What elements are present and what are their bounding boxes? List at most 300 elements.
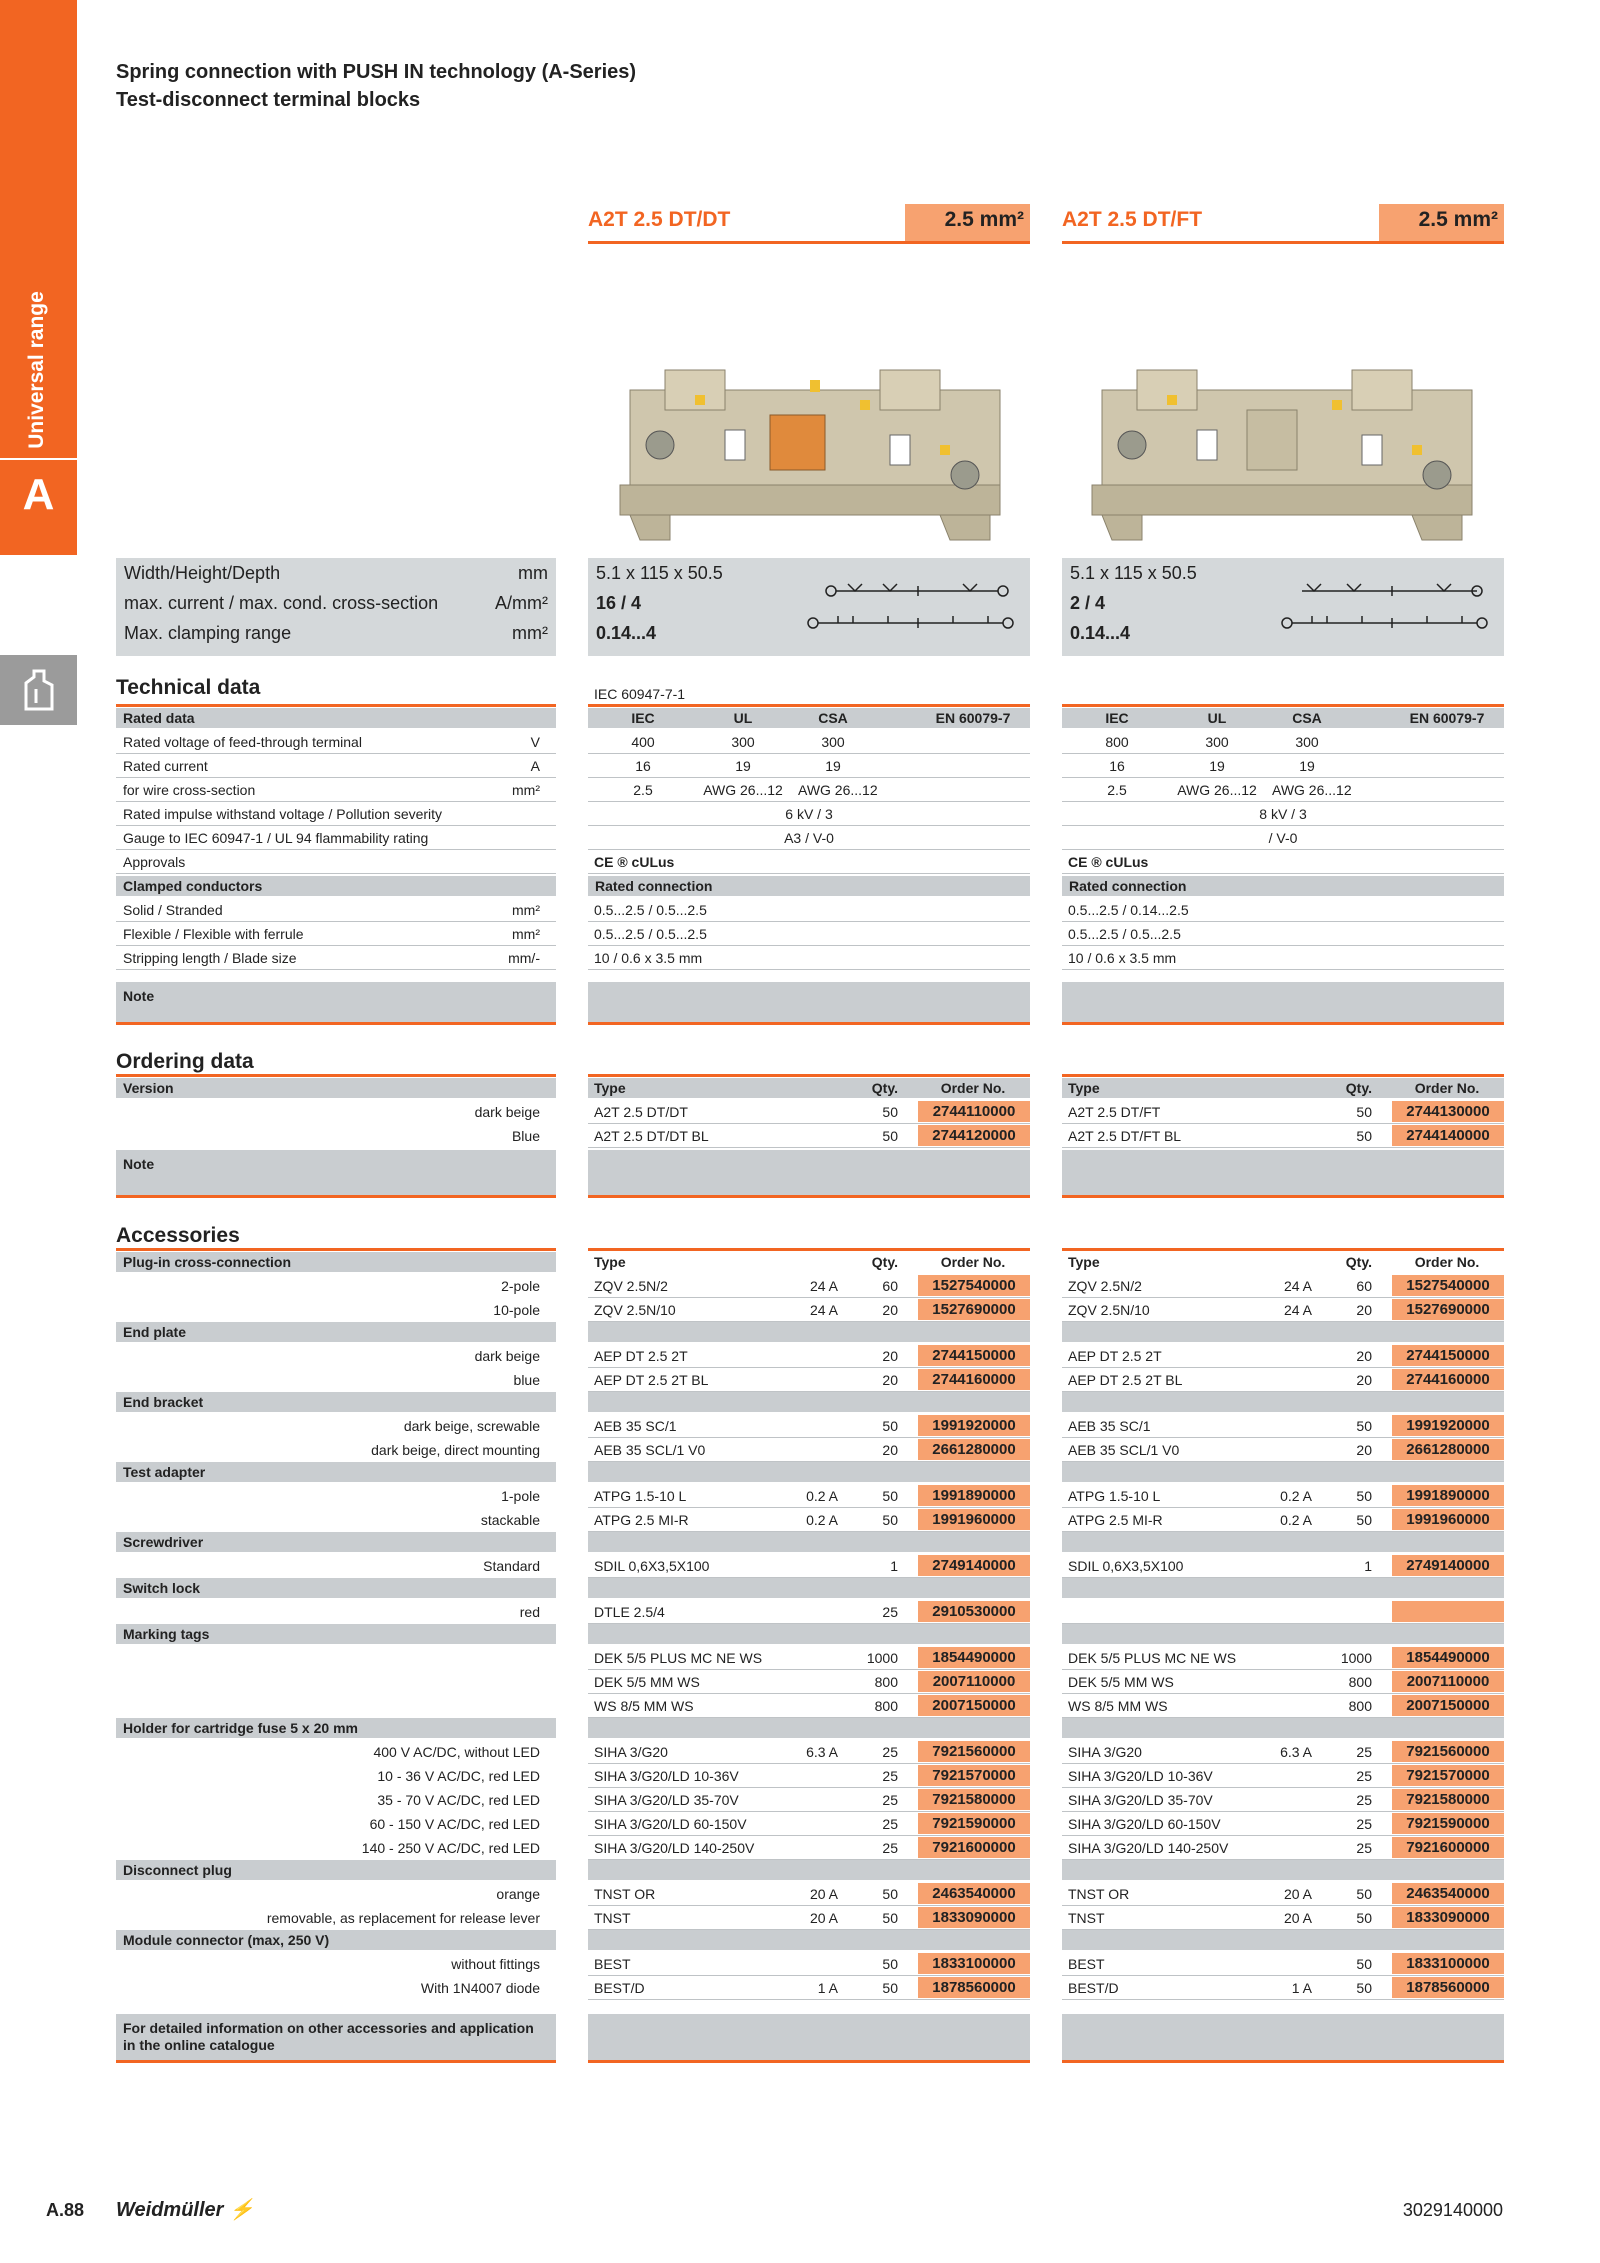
row-value [1262, 1836, 1312, 1860]
tech-value: 300 [821, 734, 845, 750]
tech-col-header: IEC [1105, 710, 1129, 726]
row-type: SIHA 3/G20/LD 35-70V [594, 1792, 739, 1808]
row-qty: 1 [890, 1558, 898, 1574]
row-qty: 50 [882, 1980, 898, 1996]
tech-row-unit [116, 802, 540, 826]
row-value: 1 A [1291, 1980, 1312, 1996]
accessory-desc: dark beige, direct mounting [371, 1442, 540, 1458]
order-number: 2744130000 [1392, 1101, 1504, 1122]
tech-value: 300 [1205, 734, 1229, 750]
row-value: 24 A [1283, 1302, 1312, 1318]
order-number: 2744150000 [1392, 1345, 1504, 1366]
col-header-type: Type [1068, 1080, 1100, 1096]
technical-data-title: Technical data [116, 676, 261, 699]
row-type: ZQV 2.5N/10 [1068, 1302, 1150, 1318]
order-number: 1833100000 [918, 1953, 1030, 1974]
row-type: A2T 2.5 DT/DT [594, 1104, 688, 1120]
tech-value: 800 [1105, 734, 1129, 750]
accessory-desc: 10-pole [493, 1302, 540, 1318]
tech-row-unit: A [530, 758, 540, 774]
spec-clamp: 0.14...4 [596, 623, 657, 643]
row-type: AEB 35 SC/1 [594, 1418, 677, 1434]
row-divider [588, 873, 1030, 874]
order-number: 2007110000 [918, 1671, 1030, 1692]
row-value [1262, 1646, 1312, 1670]
accessory-desc: 400 V AC/DC, without LED [373, 1744, 540, 1760]
accessory-spacer-bar [588, 1392, 1030, 1412]
tech-row-label: Rated voltage of feed-through terminal [123, 734, 362, 750]
row-value: 6.3 A [1280, 1744, 1312, 1760]
row-divider [1062, 873, 1504, 874]
order-number: 7921560000 [1392, 1741, 1504, 1762]
row-type: SIHA 3/G20 [594, 1744, 668, 1760]
tech-row-unit: mm² [512, 782, 540, 798]
row-type: ATPG 1.5-10 L [594, 1488, 687, 1504]
accessory-group-bar: Module connector (max, 250 V) [116, 1930, 556, 1950]
row-type: SIHA 3/G20/LD 140-250V [594, 1840, 755, 1856]
row-value [788, 1344, 838, 1368]
row-type: ZQV 2.5N/2 [594, 1278, 668, 1294]
row-value: 20 A [809, 1910, 838, 1926]
row-type: SDIL 0,6X3,5X100 [594, 1558, 710, 1574]
row-type: AEP DT 2.5 2T BL [1068, 1372, 1183, 1388]
order-number: 2744160000 [918, 1369, 1030, 1390]
row-divider [1062, 753, 1504, 754]
accessory-spacer-bar [588, 1532, 1030, 1552]
row-qty: 20 [1356, 1442, 1372, 1458]
row-value [788, 1670, 838, 1694]
accessory-desc [116, 1694, 540, 1718]
row-type: ATPG 2.5 MI-R [1068, 1512, 1163, 1528]
row-value [788, 1836, 838, 1860]
row-type: AEP DT 2.5 2T [1068, 1348, 1162, 1364]
row-qty: 25 [1356, 1840, 1372, 1856]
row-type: TNST [1068, 1910, 1105, 1926]
order-number: 1991960000 [1392, 1509, 1504, 1530]
accessory-desc: dark beige, screwable [403, 1418, 540, 1434]
row-type: DEK 5/5 PLUS MC NE WS [1068, 1650, 1237, 1666]
order-number: 1878560000 [1392, 1977, 1504, 1998]
page-title-line1: Spring connection with PUSH IN technology (A-Series) [116, 61, 637, 83]
divider [588, 1022, 1030, 1025]
row-divider [1062, 1147, 1504, 1148]
row-qty: 25 [882, 1840, 898, 1856]
tech-row-label: Rated impulse withstand voltage / Pollution severity [123, 806, 443, 822]
approval-marks-icon: CE ® cULus [1068, 854, 1149, 870]
row-type: SIHA 3/G20/LD 60-150V [594, 1816, 747, 1832]
col-header-qty: Qty. [1345, 1254, 1372, 1270]
row-qty: 50 [1356, 1128, 1372, 1144]
row-qty: 25 [1356, 1816, 1372, 1832]
divider [116, 1248, 556, 1251]
product-image-1 [610, 350, 1010, 560]
row-qty: 50 [1356, 1910, 1372, 1926]
tech-impulse: 8 kV / 3 [1259, 806, 1307, 822]
order-number: 2007150000 [918, 1695, 1030, 1716]
spec-box-product-2 [1062, 558, 1504, 656]
accessory-group-bar: Plug-in cross-connection [116, 1252, 556, 1272]
sidebar-divider [0, 458, 77, 460]
row-qty: 25 [882, 1768, 898, 1784]
row-value [1262, 1414, 1312, 1438]
row-qty: 20 [882, 1372, 898, 1388]
order-number: 7921580000 [1392, 1789, 1504, 1810]
row-value [1262, 1554, 1312, 1578]
order-number: 1878560000 [918, 1977, 1030, 1998]
row-qty: 20 [1356, 1302, 1372, 1318]
product-header-2 [1062, 204, 1504, 244]
row-qty: 50 [882, 1512, 898, 1528]
row-divider [1062, 825, 1504, 826]
row-qty: 800 [874, 1674, 898, 1690]
row-value [788, 1438, 838, 1462]
row-qty: 20 [1356, 1348, 1372, 1364]
col-header-type: Type [594, 1080, 626, 1096]
order-number: 2744150000 [918, 1345, 1030, 1366]
spec-box-product-1 [588, 558, 1030, 656]
page-number: A.88 [46, 2200, 85, 2220]
document-number: 3029140000 [1402, 2200, 1503, 2220]
tech-value: 2.5 [633, 782, 653, 798]
row-qty: 50 [1356, 1980, 1372, 1996]
row-divider [588, 969, 1030, 970]
accessory-desc: 1-pole [501, 1488, 540, 1504]
row-qty: 25 [882, 1604, 898, 1620]
row-type: BEST [594, 1956, 631, 1972]
row-qty: 1 [1364, 1558, 1372, 1574]
row-value [1262, 1694, 1312, 1718]
accessory-desc: stackable [480, 1512, 540, 1528]
row-value [788, 1952, 838, 1976]
clamped-value: 0.5...2.5 / 0.5...2.5 [1068, 926, 1181, 942]
row-divider [588, 1147, 1030, 1148]
tech-row-unit [116, 826, 540, 850]
order-number: 2661280000 [918, 1439, 1030, 1460]
spec-row: Width/Height/Depth mm [124, 563, 548, 583]
col-header-order: Order No. [940, 1080, 1006, 1096]
tech-col-header: EN 60079-7 [1409, 710, 1485, 726]
accessory-spacer-bar [1062, 1718, 1504, 1738]
clamped-row-label: Stripping length / Blade size [123, 950, 297, 966]
tech-value: AWG 26...12 [1177, 782, 1257, 798]
clamped-value: 10 / 0.6 x 3.5 mm [594, 950, 703, 966]
row-divider [116, 873, 556, 874]
row-value: 24 A [1283, 1278, 1312, 1294]
order-number: 1991920000 [1392, 1415, 1504, 1436]
row-value [1262, 1124, 1312, 1148]
row-qty: 50 [882, 1910, 898, 1926]
accessory-desc: red [519, 1604, 540, 1620]
order-number: 1527690000 [918, 1299, 1030, 1320]
accessory-desc: 35 - 70 V AC/DC, red LED [377, 1792, 540, 1808]
row-qty: 800 [1348, 1698, 1372, 1714]
clamped-row-unit: mm² [512, 926, 540, 942]
row-type: ATPG 1.5-10 L [1068, 1488, 1161, 1504]
tech-col-header: IEC [631, 710, 655, 726]
row-value: 20 A [1283, 1886, 1312, 1902]
col-header-order: Order No. [1414, 1080, 1480, 1096]
accessory-spacer-bar [588, 1462, 1030, 1482]
row-type: SIHA 3/G20/LD 140-250V [1068, 1840, 1229, 1856]
row-type: DEK 5/5 MM WS [1068, 1674, 1174, 1690]
order-number: 1991890000 [918, 1485, 1030, 1506]
row-divider [588, 849, 1030, 850]
tech-value: 19 [735, 758, 751, 774]
product-header-1 [588, 204, 1030, 244]
order-number: 2007110000 [1392, 1671, 1504, 1692]
row-divider [1062, 849, 1504, 850]
row-qty: 50 [882, 1128, 898, 1144]
tech-value: 300 [1295, 734, 1319, 750]
accessories-footer-block [1062, 2014, 1504, 2060]
standard-label: IEC 60947-7-1 [594, 686, 686, 702]
tech-value: 19 [1299, 758, 1315, 774]
clamped-row-label: Flexible / Flexible with ferrule [123, 926, 304, 942]
row-qty: 50 [1356, 1886, 1372, 1902]
row-value: 0.2 A [806, 1512, 838, 1528]
row-divider [1062, 1999, 1504, 2000]
row-value [1262, 1788, 1312, 1812]
row-qty: 50 [1356, 1104, 1372, 1120]
accessory-group-bar: Marking tags [116, 1624, 556, 1644]
clamped-value: 0.5...2.5 / 0.14...2.5 [1068, 902, 1189, 918]
spec-row: Max. clamping range mm² [124, 623, 548, 643]
row-qty: 20 [882, 1442, 898, 1458]
row-value [788, 1812, 838, 1836]
row-divider [588, 801, 1030, 802]
note-block: Note [116, 982, 556, 1022]
clamped-value: 10 / 0.6 x 3.5 mm [1068, 950, 1177, 966]
accessory-group-bar: Switch lock [116, 1578, 556, 1598]
divider [116, 1195, 556, 1198]
row-qty: 50 [1356, 1956, 1372, 1972]
product-image-2 [1082, 350, 1482, 560]
order-number: 7921580000 [918, 1789, 1030, 1810]
accessories-footer-note: For detailed information on other accessories and application in the online catalogue [116, 2014, 556, 2060]
accessory-desc: blue [513, 1372, 540, 1388]
row-type: AEB 35 SCL/1 V0 [1068, 1442, 1180, 1458]
row-value: 0.2 A [1280, 1512, 1312, 1528]
note-block [588, 982, 1030, 1022]
row-value [788, 1124, 838, 1148]
version-label: Blue [511, 1128, 540, 1144]
circuit-symbol-icon [1277, 576, 1497, 634]
row-divider [588, 753, 1030, 754]
accessory-spacer-bar [588, 1718, 1030, 1738]
note-block [588, 1150, 1030, 1195]
ordering-data-title: Ordering data [116, 1050, 254, 1073]
row-qty: 20 [882, 1302, 898, 1318]
tech-row-label: Approvals [123, 854, 186, 870]
row-qty: 800 [1348, 1674, 1372, 1690]
accessory-spacer-bar [1062, 1578, 1504, 1598]
row-value [788, 1414, 838, 1438]
accessory-desc: removable, as replacement for release lever [266, 1910, 540, 1926]
row-type: TNST OR [1068, 1886, 1130, 1902]
brand-symbol-icon: ⚡ [229, 2199, 254, 2221]
row-qty: 50 [882, 1956, 898, 1972]
tech-value: 400 [631, 734, 655, 750]
rated-connection-bar: Rated connection [1062, 876, 1504, 896]
rated-data-bar: Rated data [116, 708, 556, 728]
row-qty: 1000 [866, 1650, 898, 1666]
row-value [1262, 1344, 1312, 1368]
accessory-spacer-bar [1062, 1930, 1504, 1950]
page-title [116, 58, 636, 114]
clamped-value: 0.5...2.5 / 0.5...2.5 [594, 926, 707, 942]
order-number: 2744120000 [918, 1125, 1030, 1146]
row-value [1262, 1952, 1312, 1976]
tech-row-label: Gauge to IEC 60947-1 / UL 94 flammability rating [123, 830, 429, 846]
col-header-type: Type [594, 1254, 626, 1270]
tech-value: 19 [1209, 758, 1225, 774]
row-type: A2T 2.5 DT/DT BL [594, 1128, 709, 1144]
order-number: 1527540000 [1392, 1275, 1504, 1296]
row-value [788, 1694, 838, 1718]
note-block [1062, 1150, 1504, 1195]
rated-connection-bar: Rated connection [588, 876, 1030, 896]
accessory-spacer-bar [588, 1322, 1030, 1342]
row-divider [588, 825, 1030, 826]
spec-clamp: 0.14...4 [1070, 623, 1131, 643]
circuit-symbol-icon [803, 576, 1023, 634]
clamped-row-unit: mm/- [508, 950, 540, 966]
row-divider [1062, 969, 1504, 970]
sidebar-letter: A [22, 470, 55, 519]
row-value [788, 1764, 838, 1788]
tech-col-header: EN 60079-7 [935, 710, 1011, 726]
tech-col-header: UL [733, 710, 753, 726]
row-type: BEST/D [1068, 1980, 1119, 1996]
sidebar-section-label: Universal range [25, 291, 48, 449]
row-type: ZQV 2.5N/2 [1068, 1278, 1142, 1294]
row-type: AEP DT 2.5 2T BL [594, 1372, 709, 1388]
product-size-badge: 2.5 mm² [905, 204, 1030, 241]
spec-current: 2 / 4 [1070, 593, 1106, 613]
col-header-order: Order No. [940, 1254, 1006, 1270]
accessory-desc: 2-pole [501, 1278, 540, 1294]
accessory-spacer-bar [1062, 1322, 1504, 1342]
accessory-desc: orange [496, 1886, 540, 1902]
divider [116, 704, 556, 707]
clamped-row-unit: mm² [512, 902, 540, 918]
order-number: 2910530000 [918, 1601, 1030, 1622]
divider [116, 2060, 556, 2063]
divider [1062, 1195, 1504, 1198]
row-value: 24 A [809, 1302, 838, 1318]
accessory-spacer-bar [1062, 1392, 1504, 1412]
row-type: A2T 2.5 DT/FT [1068, 1104, 1161, 1120]
col-header-qty: Qty. [871, 1080, 898, 1096]
accessory-desc: With 1N4007 diode [420, 1980, 540, 1996]
row-divider [588, 777, 1030, 778]
row-value: 1 A [817, 1980, 838, 1996]
tech-row-label: Rated current [123, 758, 208, 774]
tech-row-unit [116, 850, 540, 874]
row-type: WS 8/5 MM WS [1068, 1698, 1168, 1714]
order-number-empty [1392, 1601, 1504, 1622]
spec-row: max. current / max. cond. cross-section A/mm² [124, 593, 548, 613]
tech-impulse: 6 kV / 3 [785, 806, 833, 822]
row-type: SIHA 3/G20/LD 60-150V [1068, 1816, 1221, 1832]
tech-value: 2.5 [1107, 782, 1127, 798]
row-type: AEP DT 2.5 2T [594, 1348, 688, 1364]
row-qty: 50 [1356, 1488, 1372, 1504]
row-value [1262, 1764, 1312, 1788]
row-value: 6.3 A [806, 1744, 838, 1760]
col-header-type: Type [1068, 1254, 1100, 1270]
product-size-badge: 2.5 mm² [1379, 204, 1504, 241]
accessory-group-bar: Holder for cartridge fuse 5 x 20 mm [116, 1718, 556, 1738]
version-label: dark beige [474, 1104, 540, 1120]
row-type: DTLE 2.5/4 [594, 1604, 665, 1620]
terminal-block-tab-icon [0, 655, 77, 725]
row-value [788, 1646, 838, 1670]
accessories-title: Accessories [116, 1224, 240, 1247]
product-name: A2T 2.5 DT/DT [588, 208, 731, 231]
col-header-order: Order No. [1414, 1254, 1480, 1270]
col-header-qty: Qty. [871, 1254, 898, 1270]
order-number: 2749140000 [918, 1555, 1030, 1576]
row-qty: 60 [882, 1278, 898, 1294]
order-number: 1854490000 [918, 1647, 1030, 1668]
row-qty: 25 [1356, 1792, 1372, 1808]
page-title-line2: Test-disconnect terminal blocks [116, 89, 421, 111]
row-type: ZQV 2.5N/10 [594, 1302, 676, 1318]
tech-row-unit: V [530, 734, 540, 750]
accessories-footer-block [588, 2014, 1030, 2060]
order-number: 7921590000 [1392, 1813, 1504, 1834]
row-type: BEST [1068, 1956, 1105, 1972]
divider [1062, 2060, 1504, 2063]
row-qty: 800 [874, 1698, 898, 1714]
accessory-group-bar: Disconnect plug [116, 1860, 556, 1880]
row-divider [1062, 801, 1504, 802]
row-qty: 50 [882, 1488, 898, 1504]
row-type: SDIL 0,6X3,5X100 [1068, 1558, 1184, 1574]
order-number: 1991890000 [1392, 1485, 1504, 1506]
row-value [788, 1368, 838, 1392]
accessory-desc: Standard [483, 1558, 540, 1574]
accessory-desc: dark beige [474, 1348, 540, 1364]
row-type: DEK 5/5 MM WS [594, 1674, 700, 1690]
divider [1062, 1022, 1504, 1025]
ordering-header-bar: Version [116, 1078, 556, 1098]
order-number: 1991960000 [918, 1509, 1030, 1530]
accessory-spacer-bar [1062, 1624, 1504, 1644]
accessory-desc [116, 1646, 540, 1670]
row-value [1262, 1438, 1312, 1462]
row-type: SIHA 3/G20/LD 10-36V [1068, 1768, 1213, 1784]
accessory-desc: without fittings [451, 1956, 540, 1972]
row-type: WS 8/5 MM WS [594, 1698, 694, 1714]
accessory-desc [116, 1670, 540, 1694]
order-number: 1527690000 [1392, 1299, 1504, 1320]
accessory-spacer-bar [1062, 1532, 1504, 1552]
row-value [788, 1788, 838, 1812]
note-block [1062, 982, 1504, 1022]
tech-row-label: for wire cross-section [123, 782, 256, 798]
row-qty: 20 [882, 1348, 898, 1364]
row-value: 20 A [809, 1886, 838, 1902]
divider [116, 1074, 556, 1077]
tech-value: 16 [1109, 758, 1125, 774]
order-number: 2744160000 [1392, 1369, 1504, 1390]
row-value [788, 1600, 838, 1624]
accessory-group-bar: Test adapter [116, 1462, 556, 1482]
tech-value: 19 [825, 758, 841, 774]
row-value: 0.2 A [1280, 1488, 1312, 1504]
